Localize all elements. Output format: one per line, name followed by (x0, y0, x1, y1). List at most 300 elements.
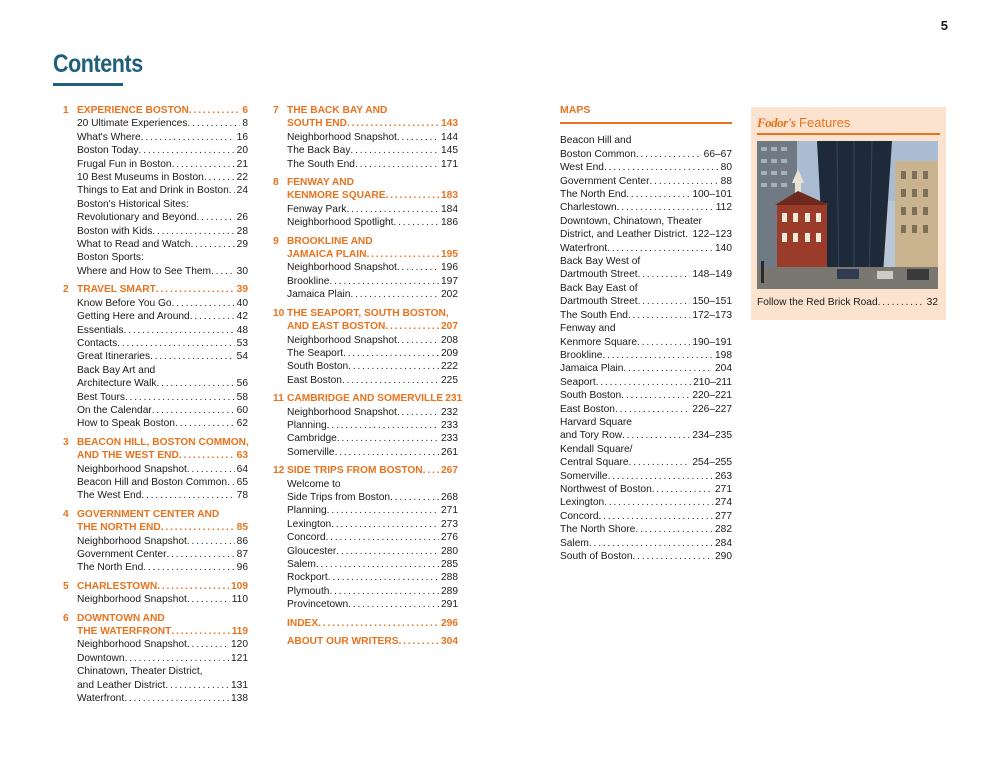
features-heading: Features (799, 115, 851, 130)
map-entry[interactable] (560, 175, 732, 188)
toc-entry[interactable] (77, 377, 248, 390)
toc-entry-page: 296 (441, 617, 458, 629)
toc-entry[interactable] (287, 347, 458, 360)
toc-entry-page: 233 (441, 419, 458, 431)
chapter-title[interactable] (287, 617, 458, 630)
chapter-title: BROOKLINE AND (287, 235, 373, 247)
chapter-title[interactable] (287, 635, 458, 648)
map-entry: Fenway and (560, 323, 616, 335)
toc-entry-title: Neighborhood Snapshot (77, 463, 187, 475)
toc-entry-title: Plymouth (287, 585, 330, 597)
chapter-title[interactable] (287, 320, 458, 333)
toc-entry-page: 271 (715, 483, 732, 495)
toc-entry-title: Lexington (560, 497, 605, 509)
toc-entry-page: 209 (441, 347, 458, 359)
feature-entry-page: 32 (926, 297, 938, 308)
toc-entry-page: 21 (236, 158, 248, 170)
toc-entry-page: 304 (441, 636, 458, 648)
toc-entry[interactable] (287, 598, 458, 611)
map-entry[interactable] (560, 242, 732, 255)
toc-entry-page: 29 (236, 239, 248, 251)
toc-entry[interactable] (287, 406, 458, 419)
toc-entry-title: Seaport (560, 376, 596, 388)
chapter-number: 7 (273, 105, 279, 116)
toc-entry-page: 171 (441, 158, 458, 170)
toc-entry-page: 291 (441, 599, 458, 611)
toc-entry-page: 88 (720, 175, 732, 187)
toc-entry-title: Getting Here and Around (77, 311, 190, 323)
page-title: Contents (53, 50, 143, 78)
toc-chapter (273, 392, 463, 459)
toc-entry-title: Central Square (560, 457, 629, 469)
toc-entry[interactable] (77, 535, 248, 548)
toc-entry-page: 186 (441, 217, 458, 229)
map-entry[interactable] (560, 148, 732, 161)
toc-entry[interactable] (77, 638, 248, 651)
toc-entry-title: Neighborhood Spotlight (287, 217, 394, 229)
map-entry[interactable] (560, 228, 732, 241)
toc-entry-page: 110 (231, 594, 248, 606)
toc-entry-title: Architecture Walk (77, 378, 157, 390)
toc-entry-title: Somerville (560, 470, 608, 482)
toc-entry-title: The Seaport (287, 347, 344, 359)
toc-entry-page: 143 (441, 118, 458, 130)
toc-entry-page: 285 (441, 559, 458, 570)
toc-entry[interactable] (77, 404, 248, 417)
toc-entry-title: Government Center (77, 549, 167, 560)
toc-entry-page: 290 (715, 551, 732, 562)
toc-entry[interactable] (287, 446, 458, 459)
toc-entry[interactable] (77, 310, 248, 323)
toc-entry-title: Where and How to See Them (77, 265, 212, 277)
toc-entry: Back Bay Art and (77, 364, 156, 376)
toc-entry-title: Jamaica Plain (560, 363, 624, 375)
toc-entry-title: Planning (287, 505, 327, 517)
toc-entry-page: 220–221 (692, 390, 732, 402)
toc-entry[interactable] (77, 561, 248, 574)
toc-entry-title: Boston Common (560, 148, 636, 160)
toc-entry-page: 263 (715, 470, 732, 482)
toc-entry-page: 234–235 (692, 430, 732, 442)
toc-entry-title: CAMBRIDGE AND SOMERVILLE (287, 393, 444, 405)
toc-entry-page: 271 (441, 505, 458, 517)
toc-entry[interactable] (287, 261, 458, 274)
toc-entry[interactable] (287, 518, 458, 531)
toc-entry-page: 233 (441, 433, 458, 445)
toc-entry-page: 87 (236, 549, 248, 560)
map-entry[interactable] (560, 429, 732, 442)
toc-entry-page: 148–149 (692, 269, 732, 281)
toc-entry-page: 62 (236, 418, 248, 430)
toc-entry[interactable] (287, 216, 458, 229)
toc-entry-page: 40 (236, 297, 248, 309)
toc-entry-page: 119 (231, 626, 248, 638)
toc-entry-title: TRAVEL SMART (77, 284, 156, 296)
map-entry[interactable] (560, 389, 732, 402)
toc-entry-title: Things to Eat and Drink in Boston (77, 185, 229, 197)
maps-column (560, 104, 732, 563)
map-entry[interactable] (560, 510, 732, 523)
chapter-title[interactable] (77, 283, 248, 296)
toc-chapter (63, 580, 248, 607)
toc-chapter (63, 508, 248, 575)
toc-entry-page: 39 (236, 284, 248, 296)
chapter-title[interactable] (287, 189, 458, 202)
contents-column-1 (63, 104, 248, 705)
toc-entry-title: Neighborhood Snapshot (77, 535, 187, 547)
toc-entry[interactable] (77, 131, 248, 144)
toc-entry-page: 198 (715, 349, 732, 361)
chapter-title[interactable] (287, 392, 463, 405)
toc-entry-page: 54 (236, 351, 248, 363)
toc-entry[interactable] (287, 275, 458, 288)
toc-entry-title: Provincetown (287, 599, 349, 611)
toc-entry[interactable] (77, 225, 248, 238)
map-entry: Back Bay East of (560, 282, 638, 294)
toc-entry[interactable] (77, 391, 248, 404)
toc-entry-title: and Tory Row (560, 430, 623, 442)
toc-entry-title: and Leather District (77, 679, 166, 691)
chapter-title: GOVERNMENT CENTER AND (77, 508, 220, 520)
toc-entry-page: 231 (445, 393, 463, 405)
toc-entry-title: Northwest of Boston (560, 483, 652, 495)
toc-chapter (273, 464, 458, 611)
toc-entry-title: Great Itineraries (77, 351, 151, 363)
features-panel (751, 107, 946, 320)
toc-entry[interactable] (77, 350, 248, 363)
toc-entry-title: How to Speak Boston (77, 418, 175, 430)
chapter-title[interactable] (287, 248, 458, 261)
map-entry[interactable] (560, 523, 732, 536)
toc-entry-page: 131 (231, 679, 248, 691)
map-entry[interactable] (560, 496, 732, 509)
map-entry[interactable] (560, 161, 732, 174)
toc-entry-page: 277 (715, 510, 732, 522)
toc-entry-title: Concord (560, 510, 599, 522)
toc-entry-page: 64 (236, 463, 248, 475)
map-entry: Back Bay West of (560, 256, 641, 268)
toc-entry[interactable] (287, 374, 458, 387)
toc-entry-title: Neighborhood Snapshot (287, 262, 397, 274)
toc-entry: Boston Sports: (77, 252, 144, 264)
chapter-title[interactable] (77, 104, 248, 117)
toc-entry[interactable] (77, 211, 248, 224)
toc-entry-title: Fenway Park (287, 203, 347, 215)
toc-entry-page: 56 (236, 378, 248, 390)
map-entry[interactable] (560, 188, 732, 201)
toc-entry-title: Neighborhood Snapshot (77, 639, 187, 651)
feature-entry-title: Follow the Red Brick Road (757, 297, 878, 308)
toc-entry-title: Contacts (77, 337, 118, 349)
toc-entry[interactable] (77, 476, 248, 489)
map-entry: Downtown, Chinatown, Theater (560, 215, 702, 227)
toc-entry-page: 63 (236, 450, 248, 462)
toc-entry-page: 210–211 (693, 376, 732, 388)
toc-entry-page: 48 (236, 324, 248, 336)
toc-entry[interactable] (77, 297, 248, 310)
map-entry[interactable] (560, 483, 732, 496)
toc-entry[interactable] (77, 417, 248, 430)
toc-entry-title: AND THE WEST END (77, 450, 179, 462)
toc-entry-title: Cambridge (287, 433, 337, 445)
map-entry[interactable] (560, 537, 732, 550)
map-entry[interactable] (560, 550, 732, 563)
map-entry[interactable] (560, 268, 732, 281)
toc-entry-page: 225 (441, 374, 458, 386)
toc-entry-title: South Boston (560, 390, 622, 402)
map-entry[interactable] (560, 309, 732, 322)
toc-entry-page: 195 (441, 249, 458, 261)
toc-chapter (63, 612, 248, 706)
toc-entry-title: Waterfront (560, 242, 608, 254)
toc-entry-page: 66–67 (703, 148, 732, 160)
toc-entry-title: Government Center (560, 175, 650, 187)
toc-entry-title: Lexington (287, 518, 332, 530)
toc-entry-title: South Boston (287, 361, 349, 373)
toc-entry-title: KENMORE SQUARE (287, 190, 386, 202)
toc-entry-title: Essentials (77, 324, 124, 336)
toc-entry-page: 268 (441, 491, 458, 503)
toc-entry[interactable] (77, 158, 248, 171)
toc-entry-title: East Boston (560, 403, 615, 415)
toc-chapter (273, 176, 458, 230)
toc-entry-page: 183 (441, 190, 458, 202)
feature-entry[interactable] (757, 297, 938, 308)
toc-entry-title: What's Where (77, 131, 141, 143)
toc-entry-page: 172–173 (692, 309, 732, 321)
toc-entry-title: Charlestown (560, 202, 617, 214)
toc-entry-title: Know Before You Go (77, 297, 172, 309)
toc-entry-page: 196 (441, 262, 458, 274)
toc-entry-page: 6 (242, 105, 248, 116)
toc-entry: Welcome to (287, 478, 341, 490)
old-state-house-photo (757, 141, 938, 289)
toc-entry-title: Jamaica Plain (287, 289, 351, 301)
map-entry[interactable] (560, 376, 732, 389)
toc-entry-page: 8 (242, 118, 248, 130)
toc-entry-page: 26 (236, 212, 248, 224)
toc-entry-page: 282 (715, 524, 732, 536)
toc-entry-page: 232 (441, 406, 458, 418)
toc-entry-page: 120 (231, 639, 248, 651)
toc-entry[interactable] (77, 265, 248, 278)
chapter-title[interactable] (77, 521, 248, 534)
toc-entry-title: Neighborhood Snapshot (287, 131, 397, 143)
toc-entry-title: Concord (287, 532, 326, 544)
toc-entry-title: Best Tours (77, 391, 125, 403)
toc-entry-title: Waterfront (77, 693, 125, 705)
toc-entry[interactable] (77, 489, 248, 502)
toc-entry-title: Brookline (560, 349, 603, 361)
map-entry[interactable] (560, 403, 732, 416)
toc-entry-page: 24 (236, 185, 248, 197)
toc-chapter (63, 104, 248, 278)
toc-entry[interactable] (77, 679, 248, 692)
chapter-title[interactable] (287, 117, 458, 130)
toc-entry[interactable] (287, 131, 458, 144)
toc-entry-title: The South End (560, 309, 628, 321)
toc-entry-title: EXPERIENCE BOSTON (77, 105, 189, 116)
toc-entry-page: 150–151 (692, 296, 732, 308)
map-entry: Beacon Hill and (560, 135, 632, 147)
toc-entry[interactable] (287, 504, 458, 517)
chapter-number: 4 (63, 508, 69, 520)
toc-entry-page: 276 (441, 532, 458, 544)
toc-entry[interactable] (287, 585, 458, 598)
toc-entry-page: 28 (236, 225, 248, 237)
toc-entry-title: The West End (77, 490, 142, 502)
toc-chapter (273, 104, 458, 171)
chapter-title[interactable] (77, 625, 248, 638)
map-entry[interactable] (560, 349, 732, 362)
chapter-number: 9 (273, 235, 279, 247)
chapter-number (273, 635, 287, 648)
map-entry[interactable] (560, 201, 732, 214)
toc-entry-title: Salem (560, 537, 589, 549)
toc-entry-page: 30 (236, 265, 248, 277)
toc-entry-title: Neighborhood Snapshot (287, 406, 397, 418)
toc-entry-title: INDEX (287, 617, 319, 629)
contents-column-2 (273, 104, 463, 648)
toc-entry-page: 58 (236, 391, 248, 403)
toc-entry[interactable] (287, 203, 458, 216)
chapter-number: 1 (63, 105, 69, 116)
features-rule (757, 133, 940, 135)
page-number: 5 (940, 18, 948, 33)
toc-entry[interactable] (287, 288, 458, 301)
toc-entry[interactable] (287, 491, 458, 504)
toc-entry-title: CHARLESTOWN (77, 580, 158, 592)
toc-entry-title: Neighborhood Snapshot (287, 334, 397, 346)
toc-entry[interactable] (287, 334, 458, 347)
toc-entry-title: The Back Bay (287, 145, 351, 157)
toc-entry-page: 80 (720, 162, 732, 174)
toc-entry[interactable] (77, 144, 248, 157)
toc-entry[interactable] (77, 463, 248, 476)
toc-entry[interactable] (77, 692, 248, 705)
toc-entry-page: 144 (441, 131, 458, 143)
map-entry[interactable] (560, 362, 732, 375)
toc-entry-page: 86 (236, 535, 248, 547)
toc-entry: Chinatown, Theater District, (77, 666, 203, 678)
toc-entry[interactable] (287, 558, 458, 571)
fodors-logo: Fodor's (757, 115, 796, 130)
features-header (757, 115, 850, 131)
chapter-title[interactable] (77, 580, 248, 593)
toc-entry-title: West End (560, 162, 604, 174)
toc-entry[interactable] (287, 144, 458, 157)
toc-entry[interactable] (77, 117, 248, 130)
map-entry: Kendall Square/ (560, 443, 633, 455)
toc-entry[interactable] (77, 184, 248, 197)
toc-entry[interactable] (77, 548, 248, 561)
chapter-title[interactable] (287, 464, 458, 477)
toc-entry-title: 10 Best Museums in Boston (77, 172, 204, 184)
toc-entry-page: 65 (236, 476, 248, 488)
toc-entry-page: 190–191 (692, 336, 732, 348)
toc-entry[interactable] (77, 324, 248, 337)
toc-entry-title: Gloucester (287, 545, 337, 557)
toc-entry-title: Side Trips from Boston (287, 491, 391, 503)
toc-entry-page: 138 (231, 693, 248, 705)
toc-entry-page: 122–123 (692, 229, 732, 241)
toc-entry-title: THE WATERFRONT (77, 626, 172, 638)
toc-entry[interactable] (77, 337, 248, 350)
toc-chapter (63, 283, 248, 430)
chapter-title[interactable] (77, 449, 248, 462)
toc-entry-title: SIDE TRIPS FROM BOSTON (287, 465, 423, 477)
map-entry[interactable] (560, 456, 732, 469)
toc-entry[interactable] (77, 652, 248, 665)
toc-entry-page: 121 (231, 652, 248, 664)
chapter-number: 12 (273, 465, 285, 477)
map-entry[interactable] (560, 336, 732, 349)
toc-entry-title: Planning (287, 419, 327, 431)
toc-chapter (273, 235, 458, 302)
toc-entry-page: 42 (236, 311, 248, 323)
toc-chapter (63, 436, 248, 503)
toc-entry[interactable] (77, 593, 248, 606)
title-underline (53, 83, 123, 86)
toc-entry-page: 280 (441, 545, 458, 557)
chapter-number: 10 (273, 307, 285, 319)
toc-entry-title: Dartmouth Street (560, 296, 638, 308)
toc-entry[interactable] (287, 158, 458, 171)
toc-entry-title: What to Read and Watch (77, 239, 191, 251)
toc-entry-page: 145 (441, 145, 458, 157)
toc-entry[interactable] (287, 545, 458, 558)
toc-chapter (273, 617, 458, 630)
toc-entry-title: Frugal Fun in Boston (77, 158, 172, 170)
toc-entry-title: Rockport (287, 572, 328, 584)
toc-entry[interactable] (77, 171, 248, 184)
map-entry[interactable] (560, 470, 732, 483)
toc-entry[interactable] (287, 360, 458, 373)
toc-entry-page: 202 (441, 289, 458, 301)
toc-entry-title: Downtown (77, 652, 125, 664)
map-entry[interactable] (560, 295, 732, 308)
toc-chapter (273, 635, 458, 648)
toc-entry-title: The South End (287, 158, 355, 170)
toc-entry-page: 274 (715, 497, 732, 509)
chapter-number: 2 (63, 284, 69, 296)
toc-entry[interactable] (287, 432, 458, 445)
toc-entry-page: 100–101 (692, 189, 732, 201)
chapter-title: THE SEAPORT, SOUTH BOSTON, (287, 307, 449, 319)
toc-entry-page: 207 (441, 321, 458, 333)
toc-entry-title: Revolutionary and Beyond (77, 212, 197, 224)
chapter-title: BEACON HILL, BOSTON COMMON, (77, 436, 249, 448)
toc-entry-page: 197 (441, 275, 458, 287)
toc-entry[interactable] (77, 238, 248, 251)
toc-entry-page: 53 (236, 337, 248, 349)
toc-entry-title: South of Boston (560, 551, 633, 562)
toc-entry[interactable] (287, 571, 458, 584)
toc-entry-page: 273 (441, 518, 458, 530)
toc-entry[interactable] (287, 419, 458, 432)
toc-entry[interactable] (287, 531, 458, 544)
chapter-number: 11 (273, 393, 284, 405)
chapter-number: 6 (63, 612, 69, 624)
toc-entry-page: 267 (441, 465, 458, 477)
maps-heading: MAPS (560, 104, 732, 124)
chapter-title: FENWAY AND (287, 177, 354, 189)
toc-entry-title: Kenmore Square (560, 336, 638, 348)
toc-entry-title: Salem (287, 559, 316, 570)
toc-entry-title: Dartmouth Street (560, 269, 638, 281)
toc-entry-page: 112 (715, 202, 732, 214)
toc-entry-title: 20 Ultimate Experiences (77, 118, 188, 130)
